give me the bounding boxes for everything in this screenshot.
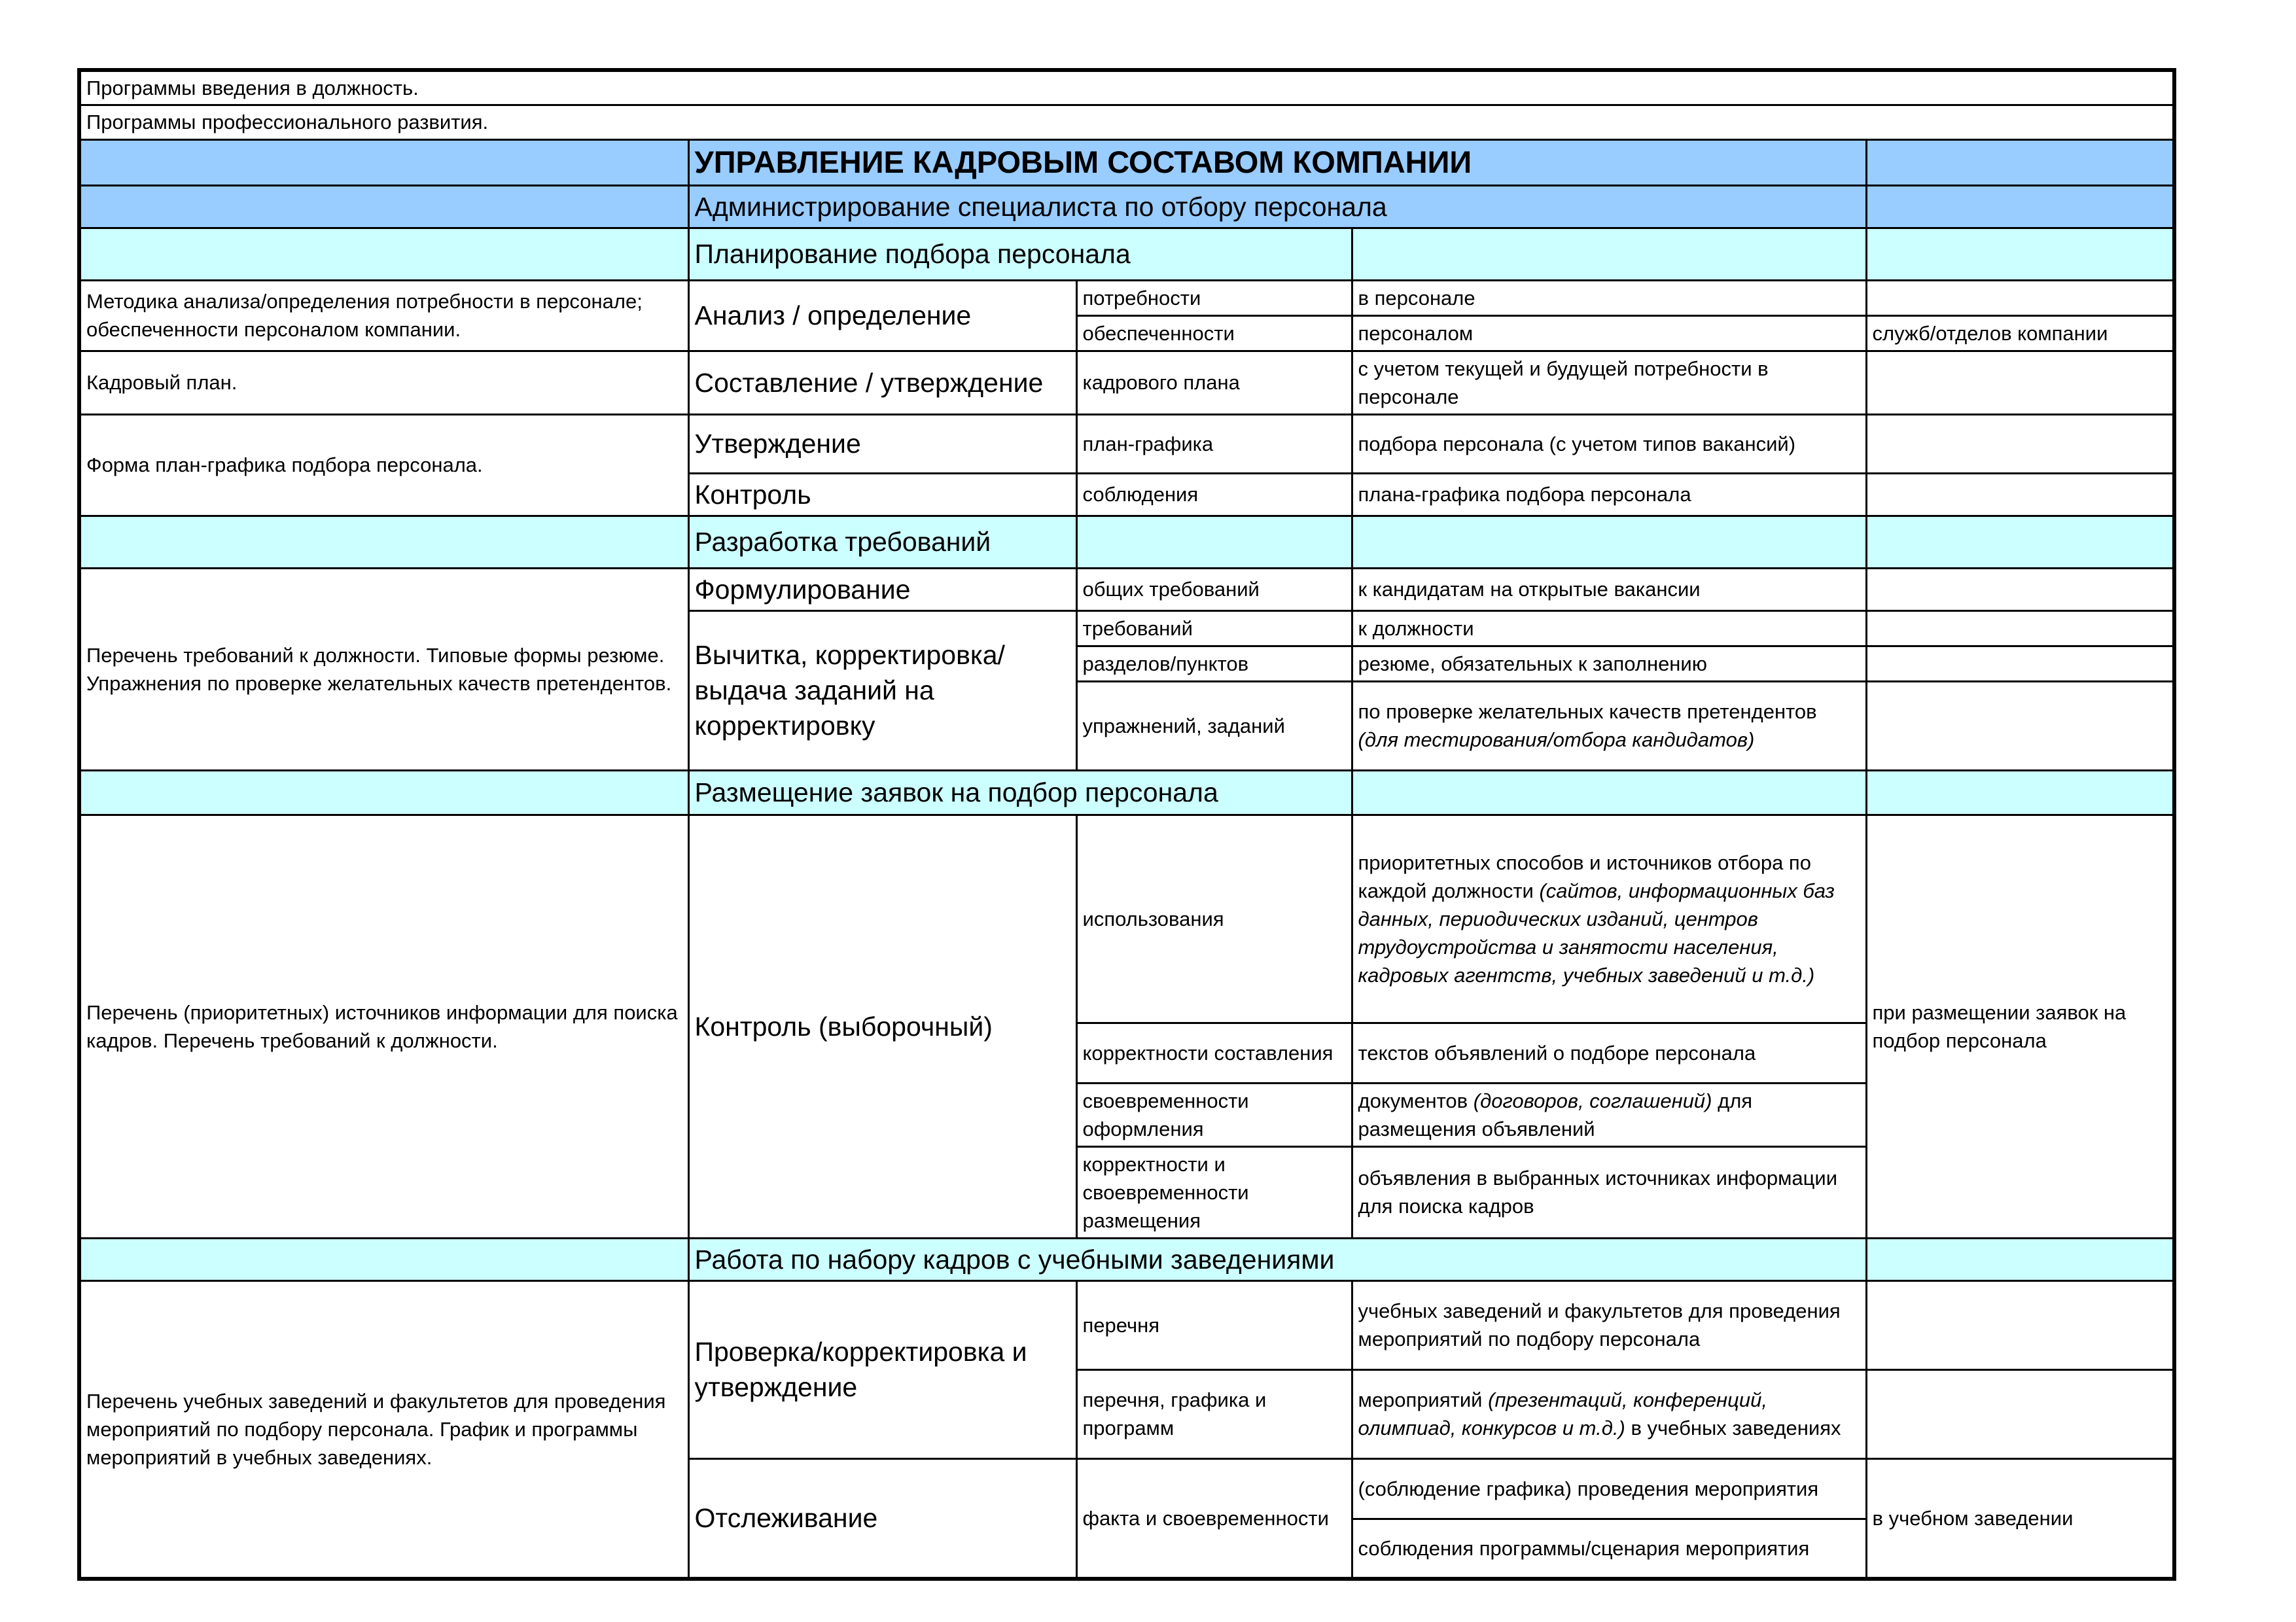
intro-line-1: Программы введения в должность.: [79, 70, 2174, 105]
detail-compliance: плана-графика подбора персонала: [1352, 473, 1866, 516]
section-planning-left: [79, 228, 688, 280]
section-edu-left: [79, 1238, 688, 1280]
action-analysis: Анализ / определение: [688, 280, 1076, 351]
detail-exercises-note: (для тестирования/отбора кандидатов): [1358, 728, 1755, 751]
detail-staff-plan: с учетом текущей и будущей потребности в персонале: [1352, 351, 1866, 414]
detail-events-note: (презентаций, конференций, олимпиад, конкурсов и т.д.): [1358, 1388, 1767, 1439]
object-compliance: соблюдения: [1076, 473, 1352, 516]
object-usage: использования: [1076, 815, 1352, 1023]
action-approval: Утверждение: [688, 414, 1076, 473]
object-general-req: общих требований: [1076, 568, 1352, 610]
section-title-education: Работа по набору кадров с учебными заведениями: [688, 1238, 1866, 1280]
object-list-schedule: перечня, графика и программ: [1076, 1369, 1352, 1458]
note-empty: [1866, 681, 2174, 770]
detail-general-req: к кандидатам на открытые вакансии: [1352, 568, 1866, 610]
action-proofread: Вычитка, корректировка/выдача заданий на корректировку: [688, 610, 1076, 770]
note-empty: [1866, 1369, 2174, 1458]
object-fact: факта и своевременности: [1076, 1458, 1352, 1579]
action-formulate: Формулирование: [688, 568, 1076, 610]
section-title-planning: Планирование подбора персонала: [688, 228, 1352, 280]
note-empty: [1866, 280, 2174, 315]
section-planning-empty: [1352, 228, 1866, 280]
note-empty: [1866, 568, 2174, 610]
doc-education: Перечень учебных заведений и факультетов для проведения мероприятий по подбору персонала. График и программы мероприятий в учебных заведениях.: [79, 1280, 688, 1579]
subtitle-right-cell: [1866, 185, 2174, 228]
detail-sections: резюме, обязательных к заполнению: [1352, 646, 1866, 681]
doc-requirements: Перечень требований к должности. Типовые формы резюме. Упражнения по проверке желательных качеств претендентов.: [79, 568, 688, 770]
section-planning-right: [1866, 228, 2174, 280]
object-sections: разделов/пунктов: [1076, 646, 1352, 681]
detail-requirements: к должности: [1352, 610, 1866, 646]
object-staffing: обеспеченности: [1076, 315, 1352, 351]
detail-events: [1352, 1369, 1866, 1458]
detail-events-text-2: в учебных заведениях: [1631, 1417, 1841, 1439]
action-control: Контроль: [688, 473, 1076, 516]
detail-timeliness-text-1: документов: [1358, 1089, 1468, 1112]
action-tracking: Отслеживание: [688, 1458, 1076, 1579]
detail-posting: объявления в выбранных источниках информации для поиска кадров: [1352, 1146, 1866, 1238]
object-staff-plan: кадрового плана: [1076, 351, 1352, 414]
section-placement-left: [79, 770, 688, 815]
section-title-requirements: Разработка требований: [688, 516, 1076, 568]
doc-sources: Перечень (приоритетных) источников информации для поиска кадров. Перечень требований к должности.: [79, 815, 688, 1238]
section-req-left: [79, 516, 688, 568]
page-title: УПРАВЛЕНИЕ КАДРОВЫМ СОСТАВОМ КОМПАНИИ: [688, 139, 1866, 185]
section-title-placement: Размещение заявок на подбор персонала: [688, 770, 1352, 815]
intro-line-2: Программы профессионального развития.: [79, 105, 2174, 139]
object-schedule: план-графика: [1076, 414, 1352, 473]
object-need: потребности: [1076, 280, 1352, 315]
section-placement-right: [1866, 770, 2174, 815]
note-placement: при размещении заявок на подбор персонала: [1866, 815, 2174, 1238]
detail-exercises-text: по проверке желательных качеств претендентов: [1358, 700, 1817, 723]
action-compose-approve: Составление / утверждение: [688, 351, 1076, 414]
object-posting: корректности и своевременности размещения: [1076, 1146, 1352, 1238]
detail-list: учебных заведений и факультетов для проведения мероприятий по подбору персонала: [1352, 1280, 1866, 1369]
detail-events-text-1: мероприятий: [1358, 1388, 1483, 1411]
section-req-right: [1866, 516, 2174, 568]
note-empty: [1866, 414, 2174, 473]
page-subtitle: Администрирование специалиста по отбору персонала: [688, 185, 1866, 228]
detail-schedule-compliance: (соблюдение графика) проведения мероприятия: [1352, 1458, 1866, 1519]
object-list: перечня: [1076, 1280, 1352, 1369]
detail-usage: [1352, 815, 1866, 1023]
object-exercises: упражнений, заданий: [1076, 681, 1352, 770]
note-departments: служб/отделов компании: [1866, 315, 2174, 351]
detail-timeliness-text-2: для размещения объявлений: [1358, 1089, 1753, 1140]
detail-exercises: [1352, 681, 1866, 770]
doc-planning-analysis: Методика анализа/определения потребности в персонале; обеспеченности персоналом компании.: [79, 280, 688, 351]
subtitle-left-cell: [79, 185, 688, 228]
action-verify: Проверка/корректировка и утверждение: [688, 1280, 1076, 1458]
detail-schedule: подбора персонала (с учетом типов вакансий): [1352, 414, 1866, 473]
detail-program-compliance: соблюдения программы/сценария мероприятия: [1352, 1519, 1866, 1579]
object-timeliness: своевременности оформления: [1076, 1083, 1352, 1146]
competency-table: [77, 68, 2176, 1581]
note-empty: [1866, 473, 2174, 516]
section-req-empty-2: [1352, 516, 1866, 568]
note-empty: [1866, 610, 2174, 646]
detail-timeliness: [1352, 1083, 1866, 1146]
detail-usage-text: приоритетных способов и источников отбора по каждой должности: [1358, 851, 1811, 902]
doc-schedule-form: Форма план-графика подбора персонала.: [79, 414, 688, 516]
detail-usage-note: (сайтов, информационных баз данных, периодических изданий, центров трудоустройства и занятости населения, кадровых агентств, учебных заведений и т.д.): [1358, 879, 1835, 987]
section-edu-right: [1866, 1238, 2174, 1280]
detail-timeliness-note: (договоров, соглашений): [1473, 1089, 1712, 1112]
detail-correctness: текстов объявлений о подборе персонала: [1352, 1023, 1866, 1083]
note-institution: в учебном заведении: [1866, 1458, 2174, 1579]
title-left-cell: [79, 139, 688, 185]
detail-staffing: персоналом: [1352, 315, 1866, 351]
detail-need: в персонале: [1352, 280, 1866, 315]
object-requirements: требований: [1076, 610, 1352, 646]
note-empty: [1866, 1280, 2174, 1369]
title-right-cell: [1866, 139, 2174, 185]
note-empty: [1866, 646, 2174, 681]
doc-staff-plan: Кадровый план.: [79, 351, 688, 414]
section-placement-empty: [1352, 770, 1866, 815]
action-selective-control: Контроль (выборочный): [688, 815, 1076, 1238]
note-empty: [1866, 351, 2174, 414]
object-correctness: корректности составления: [1076, 1023, 1352, 1083]
section-req-empty-1: [1076, 516, 1352, 568]
